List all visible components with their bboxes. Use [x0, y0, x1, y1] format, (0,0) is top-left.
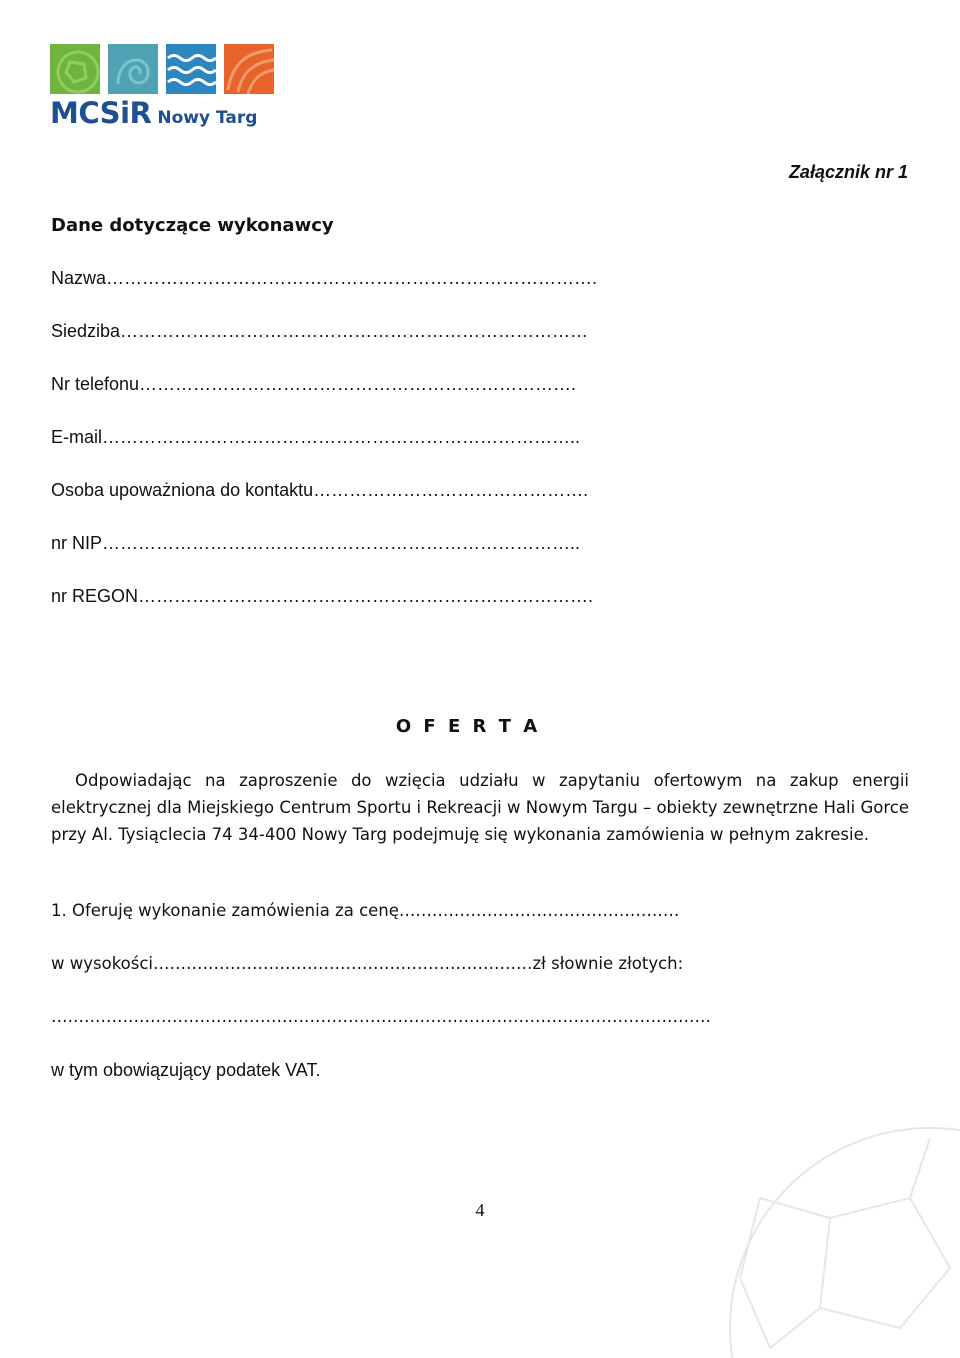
- field-name[interactable]: Nazwa……………………………………………………………………….: [51, 268, 598, 288]
- logo-tiles-icon: [50, 44, 280, 94]
- contractor-section-title: Dane dotyczące wykonawcy: [51, 215, 334, 236]
- field-nip[interactable]: nr NIP……………………………………………………………………..: [51, 533, 581, 553]
- logo-text: [50, 96, 257, 130]
- page-number: 4: [475, 1200, 485, 1220]
- logo-city: Nowy Targ: [157, 108, 258, 128]
- offer-amount-words-line[interactable]: …………………………………………………………………………………………………………: [51, 1007, 711, 1026]
- offer-price-line[interactable]: 1. Oferuję wykonanie zamówienia za cenę……………………………………………: [51, 901, 680, 920]
- mcsir-logo: [50, 44, 280, 136]
- logo-brand: MCSiR: [50, 96, 152, 130]
- field-regon[interactable]: nr REGON………………………………………………………………….: [51, 586, 594, 606]
- offer-title: O F E R T A: [395, 716, 541, 737]
- offer-intro-paragraph: Odpowiadając na zaproszenie do wzięcia udziału w zapytaniu ofertowym na zakup energii elektrycznej dla Miejskiego Centrum Sportu i Rekreacji w Nowym Targu – obiekty zewnętrzne Hali Gorce przy Al. Tysiąclecia 74 34-400 Nowy Targ podejmuję się wykonania zamówienia w pełnym zakresie.: [51, 771, 909, 844]
- field-address[interactable]: Siedziba……………………………………………………………………: [51, 321, 589, 341]
- football-watermark-icon: [700, 1098, 960, 1358]
- annex-label: Załącznik nr 1: [788, 162, 908, 182]
- offer-amount-line[interactable]: w wysokości……………………………………………………………zł słownie złotych:: [51, 954, 684, 973]
- field-email[interactable]: E-mail……………………………………………………………………..: [51, 427, 581, 447]
- field-contact-person[interactable]: Osoba upoważniona do kontaktu……………………………………….: [51, 480, 589, 500]
- field-phone[interactable]: Nr telefonu……………………………………………………………….: [51, 374, 577, 394]
- offer-vat-note: w tym obowiązujący podatek VAT.: [51, 1060, 321, 1080]
